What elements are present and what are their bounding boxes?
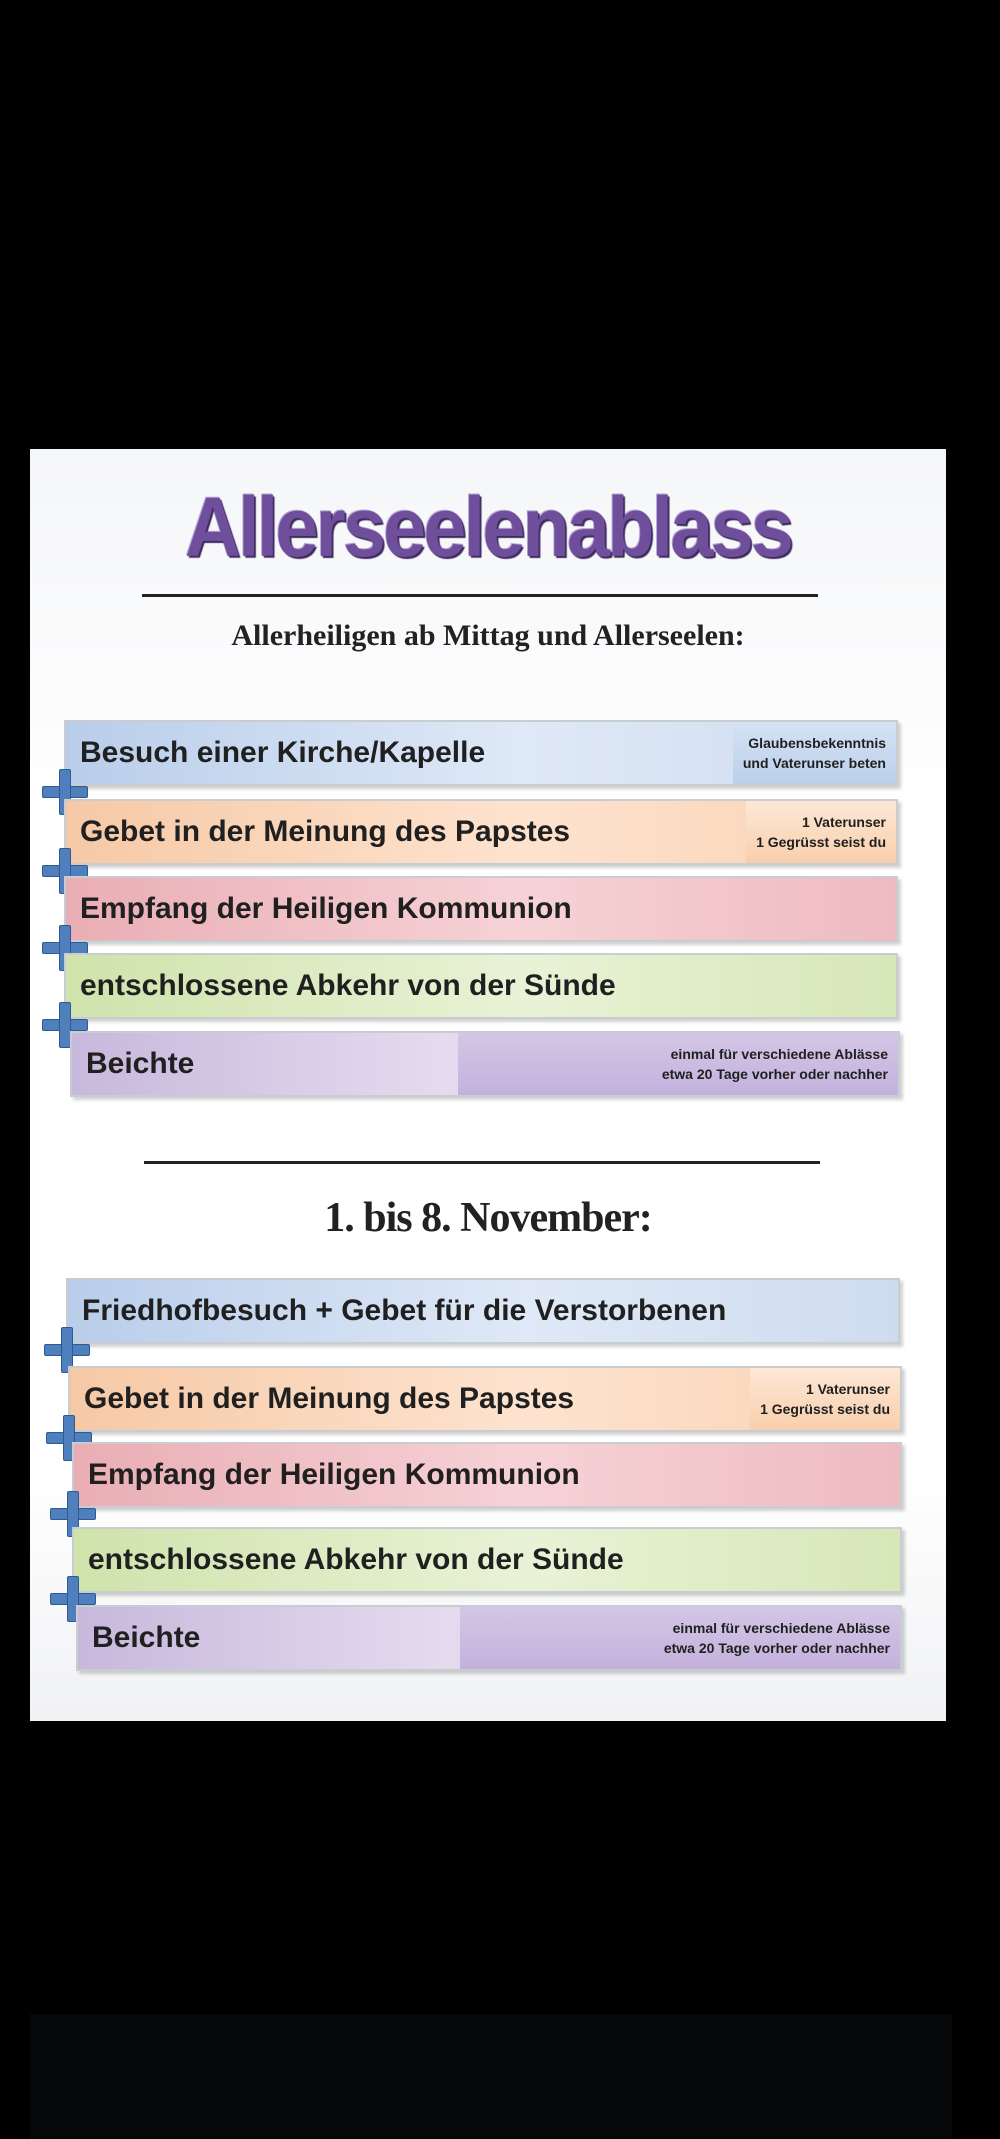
info-card: [30, 449, 946, 1721]
row-label: entschlossene Abkehr von der Sünde: [80, 969, 616, 1002]
row-label: Friedhofbesuch + Gebet für die Verstorbenen: [82, 1294, 727, 1327]
row-note: [750, 1368, 900, 1430]
row-note-line2: 1 Gegrüsst seist du: [760, 1401, 890, 1417]
section2-heading: 1. bis 8. November:: [324, 1195, 652, 1241]
section1-row-communion: [64, 876, 898, 942]
row-note-line2: und Vaterunser beten: [742, 755, 886, 771]
row-note: [458, 1033, 898, 1095]
section1-row-renounce-sin: [64, 953, 898, 1019]
row-label: Gebet in der Meinung des Papstes: [84, 1382, 575, 1415]
row-label: Beichte: [86, 1047, 195, 1080]
page-title: Allerseelenablass: [184, 480, 792, 574]
section2-row-pope-prayer: [68, 1366, 902, 1432]
section1-row-church-visit: [64, 720, 898, 786]
section2-row-cemetery-visit: [66, 1278, 900, 1344]
row-note-line2: etwa 20 Tage vorher oder nachher: [663, 1640, 890, 1656]
section1-row-confession: [70, 1031, 900, 1097]
row-label: Gebet in der Meinung des Papstes: [80, 815, 571, 848]
row-note-line1: Glaubensbekenntnis: [748, 734, 886, 751]
divider-top: [142, 594, 818, 597]
row-note: [746, 801, 896, 863]
section1-row-pope-prayer: [64, 799, 898, 865]
section2-row-communion: [72, 1442, 902, 1508]
bottom-bar: [30, 2014, 952, 2139]
row-label: entschlossene Abkehr von der Sünde: [88, 1543, 624, 1576]
row-label: Beichte: [92, 1621, 201, 1654]
row-note-line2: 1 Gegrüsst seist du: [756, 834, 886, 850]
row-note: [460, 1607, 900, 1669]
row-note-line1: einmal für verschiedene Ablässe: [672, 1619, 890, 1636]
row-note-line2: etwa 20 Tage vorher oder nachher: [661, 1066, 888, 1082]
row-note-line1: 1 Vaterunser: [801, 813, 886, 830]
row-note-line1: einmal für verschiedene Ablässe: [670, 1045, 888, 1062]
row-label: Besuch einer Kirche/Kapelle: [80, 736, 486, 769]
section2-row-renounce-sin: [72, 1527, 902, 1593]
row-note: [733, 722, 896, 784]
divider-middle: [144, 1161, 820, 1164]
section1-heading: Allerheiligen ab Mittag und Allerseelen:: [231, 619, 745, 652]
row-label: Empfang der Heiligen Kommunion: [88, 1458, 580, 1491]
row-note-line1: 1 Vaterunser: [805, 1380, 890, 1397]
section2-row-confession: [76, 1605, 902, 1671]
row-label: Empfang der Heiligen Kommunion: [80, 892, 572, 925]
